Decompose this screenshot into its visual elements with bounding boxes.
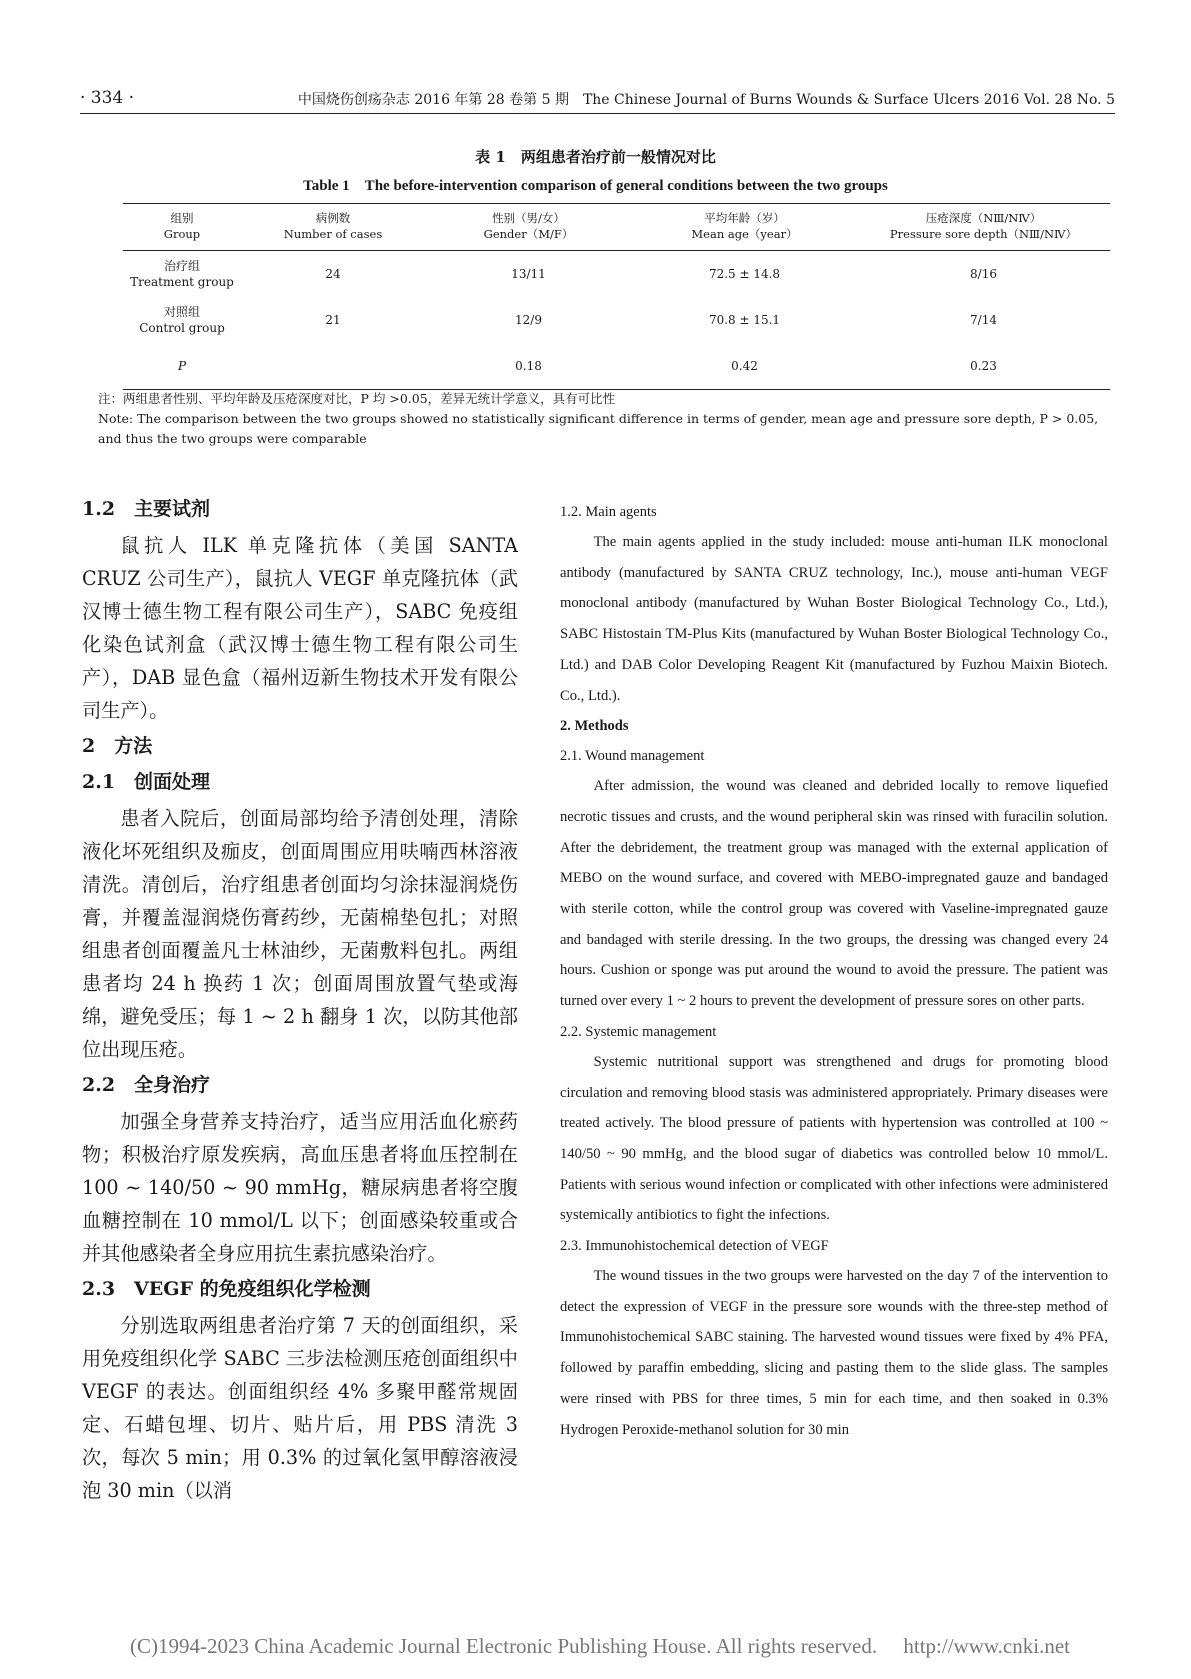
header-depth-zh: 压疮深度（NⅢ/NⅣ） — [925, 211, 1042, 226]
running-header — [80, 84, 1115, 114]
table-caption-zh: 表 1 两组患者治疗前一般情况对比 — [475, 148, 716, 166]
table-note-en: Note: The comparison between the two groups showed no statistically significant difference in terms of gender, mean age and pressure sore depth, P > 0.05, and thus the two groups were comparable — [98, 411, 1099, 446]
section-heading: 2.2. Systemic management — [560, 1023, 717, 1040]
cases-cell: 24 — [325, 266, 341, 281]
header-depth — [857, 204, 1110, 251]
paragraph: The main agents applied in the study included: mouse anti-human ILK monoclonal antibody (manufactured by SANTA CRUZ technology, Inc.), mouse anti-human VEGF monoclonal antibody (manufactured by Wuhan Boster Biological Technology Co., Ltd.), SABC Histostain TM-Plus Kits (manufactured by Wuhan Boster Biological Technology Co., Ltd.) and DAB Color Developing Reagent Kit (manufactured by Fuzhou Maixin Biotech. Co., Ltd.). — [560, 534, 1108, 704]
table-header-row — [123, 204, 1110, 251]
paragraph: 鼠抗人 ILK 单克隆抗体（美国 SANTA CRUZ 公司生产），鼠抗人 VEGF 单克隆抗体（武汉博士德生物工程有限公司生产），SABC 免疫组化染色试剂盒（武汉博士德生物工程有限公司生产），DAB 显色盒（福州迈新生物技术开发有限公司生产）。 — [82, 534, 518, 722]
header-cases-zh: 病例数 — [315, 211, 351, 226]
age-cell: 70.8 ± 15.1 — [708, 312, 781, 327]
header-gender — [425, 204, 632, 251]
depth-cell: 8/16 — [970, 266, 997, 281]
section-heading: 2.1. Wound management — [560, 748, 705, 765]
table-row — [123, 297, 1110, 343]
header-group-en: Group — [163, 227, 201, 241]
section-heading: 2.1 创面处理 — [82, 771, 211, 793]
table-1 — [123, 203, 1110, 390]
paragraph: Systemic nutritional support was strengthened and drugs for promoting blood circulation and removing blood stasis was administered appropriately. Primary diseases were treated actively. The blood pressure of patients with hypertension was controlled at 100 ~ 140/50 ~ 90 mmHg, and the blood sugar of diabetics was controlled below 10 mmol/L. Patients with serious wound infection or complicated with other infections were administered systemically antibiotics to fight the infections. — [560, 1053, 1108, 1224]
paragraph: The wound tissues in the two groups were harvested on the day 7 of the intervention to detect the expression of VEGF in the pressure sore wounds with the three-step method of Immunohistochemical SABC staining. The harvested wound tissues were fixed by 4% PFA, followed by paraffin embedding, slicing and pasting them to the slide glass. The samples were rinsed with PBS for three times, 5 min for each time, and then soaked in 0.3% Hydrogen Peroxide-methanol solution for 30 min — [560, 1268, 1108, 1438]
gender-cell: 13/11 — [511, 266, 546, 281]
section-heading: 2 方法 — [82, 735, 153, 757]
section-heading: 2.3 VEGF 的免疫组织化学检测 — [82, 1278, 371, 1300]
gender-cell: 12/9 — [515, 312, 542, 327]
p-gender: 0.18 — [515, 358, 542, 373]
header-gender-en: Gender（M/F） — [483, 227, 574, 241]
header-depth-en: Pressure sore depth（NⅢ/NⅣ） — [889, 227, 1078, 241]
header-group-zh: 组别 — [170, 211, 194, 226]
header-rule — [80, 113, 1115, 114]
p-depth: 0.23 — [970, 358, 997, 373]
section-heading: 2.3. Immunohistochemical detection of VEGF — [560, 1238, 829, 1255]
table-caption-en: Table 1 The before-intervention comparison of general conditions between the two groups — [303, 178, 888, 194]
section-heading: 2. Methods — [560, 718, 629, 735]
header-age — [632, 204, 857, 251]
copyright-footer: (C)1994-2023 China Academic Journal Electronic Publishing House. All rights reserved. http://www.cnki.net — [130, 1634, 1070, 1658]
paragraph: 加强全身营养支持治疗，适当应用活血化瘀药物；积极治疗原发疾病，高血压患者将血压控制在 100 ~ 140/50 ~ 90 mmHg，糖尿病患者将空腹血糖控制在 10 mmol/L 以下；创面感染较重或合并其他感染者全身应用抗生素抗感染治疗。 — [82, 1110, 518, 1265]
header-group — [123, 204, 241, 251]
header-cases-en: Number of cases — [283, 227, 383, 241]
header-gender-zh: 性别（男/女） — [492, 211, 565, 226]
group-name-zh: 治疗组 — [163, 258, 200, 273]
table-note-zh: 注：两组患者性别、平均年龄及压疮深度对比，P 均 >0.05，差异无统计学意义，具有可比性 — [98, 391, 616, 406]
paragraph: After admission, the wound was cleaned and debrided locally to remove liquefied necrotic tissues and crusts, and the wound peripheral skin was rinsed with furacilin solution. After the debridement, the treatment group was managed with the external application of MEBO on the wound surface, and covered with MEBO-impregnated gauze and bandaged with sterile cotton, while the control group was covered with Vaseline-impregnated gauze and bandaged with sterile dressing. In the two groups, the dressing was changed every 24 hours. Cushion or sponge was put around the wound to avoid the pressure. The patient was turned over every 1 ~ 2 hours to prevent the development of pressure sores on other parts. — [560, 778, 1108, 1010]
header-cases — [241, 204, 425, 251]
p-cases — [241, 343, 425, 390]
page-number: · 334 · — [80, 88, 135, 108]
section-heading: 1.2 主要试剂 — [82, 498, 211, 520]
group-cell — [123, 251, 241, 298]
p-label: P — [177, 358, 187, 373]
left-column-chinese — [82, 493, 518, 1510]
depth-cell: 7/14 — [970, 312, 997, 327]
paragraph: 患者入院后，创面局部均给予清创处理，清除液化坏死组织及痂皮，创面周围应用呋喃西林溶液清洗。清创后，治疗组患者创面均匀涂抹湿润烧伤膏，并覆盖湿润烧伤膏药纱，无菌棉垫包扎；对照组患者创面覆盖凡士林油纱，无菌敷料包扎。两组患者均 24 h 换药 1 次；创面周围放置气垫或海绵，避免受压；每 1 ~ 2 h 翻身 1 次，以防其他部位出现压疮。 — [82, 807, 518, 1061]
paragraph: 分别选取两组患者治疗第 7 天的创面组织，采用免疫组织化学 SABC 三步法检测压疮创面组织中 VEGF 的表达。创面组织经 4% 多聚甲醛常规固定、石蜡包埋、切片、贴片后，用 PBS 清洗 3 次，每次 5 min；用 0.3% 的过氧化氢甲醇溶液浸泡 30 min（以消 — [82, 1314, 518, 1502]
right-column-english — [560, 497, 1108, 1445]
journal-citation: 中国烧伤创疡杂志 2016 年第 28 卷第 5 期 The Chinese Journal of Burns Wounds & Surface Ulcers 2016 Vol. 28 No. 5 — [297, 92, 1115, 108]
group-cell — [123, 297, 241, 343]
group-name-en: Treatment group — [130, 275, 234, 289]
header-age-zh: 平均年龄（岁） — [704, 211, 785, 226]
p-age: 0.42 — [731, 358, 758, 373]
p-value-row — [123, 343, 1110, 390]
header-age-en: Mean age（year） — [691, 227, 798, 241]
section-heading: 2.2 全身治疗 — [82, 1074, 211, 1096]
cases-cell: 21 — [325, 312, 341, 327]
age-cell: 72.5 ± 14.8 — [708, 266, 781, 281]
table-notes — [98, 389, 1113, 449]
section-heading: 1.2. Main agents — [560, 504, 657, 520]
group-name-zh: 对照组 — [163, 304, 200, 319]
group-name-en: Control group — [139, 321, 225, 335]
table-row — [123, 251, 1110, 298]
